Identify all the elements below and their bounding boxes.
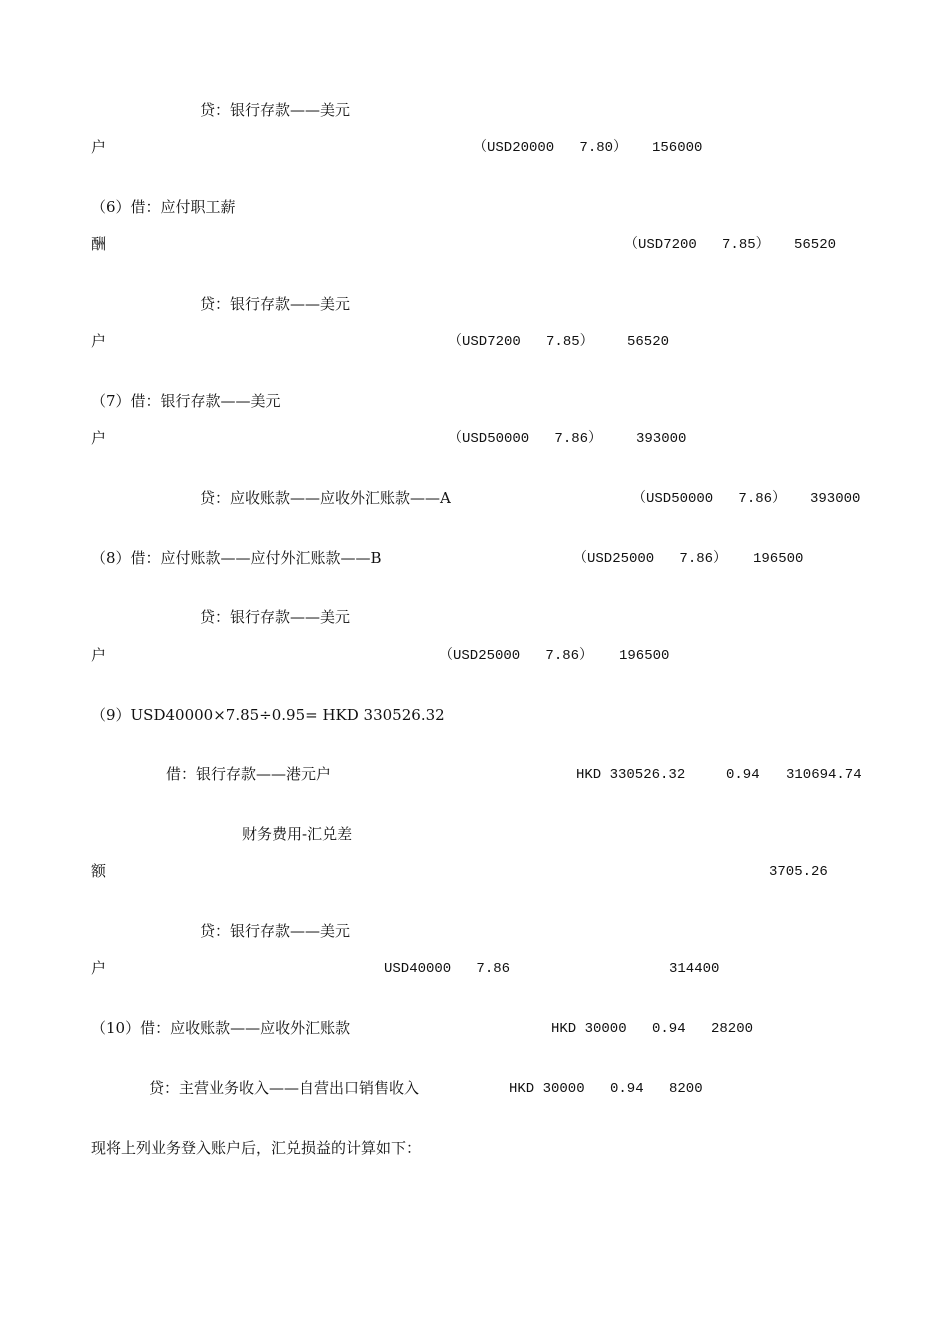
text-line: 贷：主营业务收入——自营出口销售收入 (149, 1079, 420, 1097)
text-line: （6）借：应付职工薪 (91, 198, 236, 216)
amount-detail: （USD25000 7.86） (573, 551, 728, 567)
exchange-rate: 0.94 (610, 1081, 644, 1097)
text-line: （9）USD40000×7.85÷0.95= HKD 330526.32 (91, 706, 445, 724)
text-line: 贷：应收账款——应收外汇账款——A (200, 489, 451, 507)
amount-detail: （USD20000 7.80） (473, 140, 628, 156)
exchange-rate: 0.94 (726, 767, 760, 783)
text-line: （7）借：银行存款——美元 (91, 392, 281, 410)
text-line: （10）借：应收账款——应收外汇账款 (91, 1019, 351, 1037)
text-line: 户 (91, 959, 107, 977)
text-line: 财务费用-汇兑差 (242, 825, 353, 843)
amount-detail: （USD50000 7.86） (448, 431, 603, 447)
amount-value: 56520 (794, 237, 837, 253)
amount-value: 196500 (753, 551, 804, 567)
text-line: 额 (91, 862, 107, 880)
amount-value: 56520 (627, 334, 670, 350)
amount-detail: （USD25000 7.86） (439, 648, 594, 664)
amount-value: 393000 (810, 491, 861, 507)
amount-detail: HKD 30000 (509, 1081, 585, 1097)
exchange-rate: 0.94 (652, 1021, 686, 1037)
amount-value: 28200 (711, 1021, 754, 1037)
amount-detail: （USD7200 7.85） (624, 237, 770, 253)
amount-value: 8200 (669, 1081, 703, 1097)
text-line: 户 (91, 646, 107, 664)
amount-detail: HKD 330526.32 (576, 767, 686, 783)
amount-value: 196500 (619, 648, 670, 664)
text-line: 酬 (91, 235, 107, 253)
amount-value: 156000 (652, 140, 703, 156)
amount-detail: （USD7200 7.85） (448, 334, 594, 350)
amount-detail: （USD50000 7.86） (632, 491, 787, 507)
amount-detail: HKD 30000 (551, 1021, 627, 1037)
text-line: 户 (91, 429, 107, 447)
text-line: 借：银行存款——港元户 (166, 765, 332, 783)
amount-value: 310694.74 (786, 767, 862, 783)
text-line: （8）借：应付账款——应付外汇账款——B (91, 549, 382, 567)
amount-value: 393000 (636, 431, 687, 447)
amount-detail: USD40000 7.86 (384, 961, 511, 977)
amount-value: 314400 (669, 961, 720, 977)
text-line: 户 (91, 332, 107, 350)
text-line: 贷：银行存款——美元 (200, 295, 351, 313)
text-line: 现将上列业务登入账户后，汇兑损益的计算如下： (91, 1139, 422, 1157)
text-line: 贷：银行存款——美元 (200, 101, 351, 119)
text-line: 户 (91, 138, 107, 156)
text-line: 贷：银行存款——美元 (200, 922, 351, 940)
text-line: 贷：银行存款——美元 (200, 608, 351, 626)
amount-value: 3705.26 (769, 864, 828, 880)
